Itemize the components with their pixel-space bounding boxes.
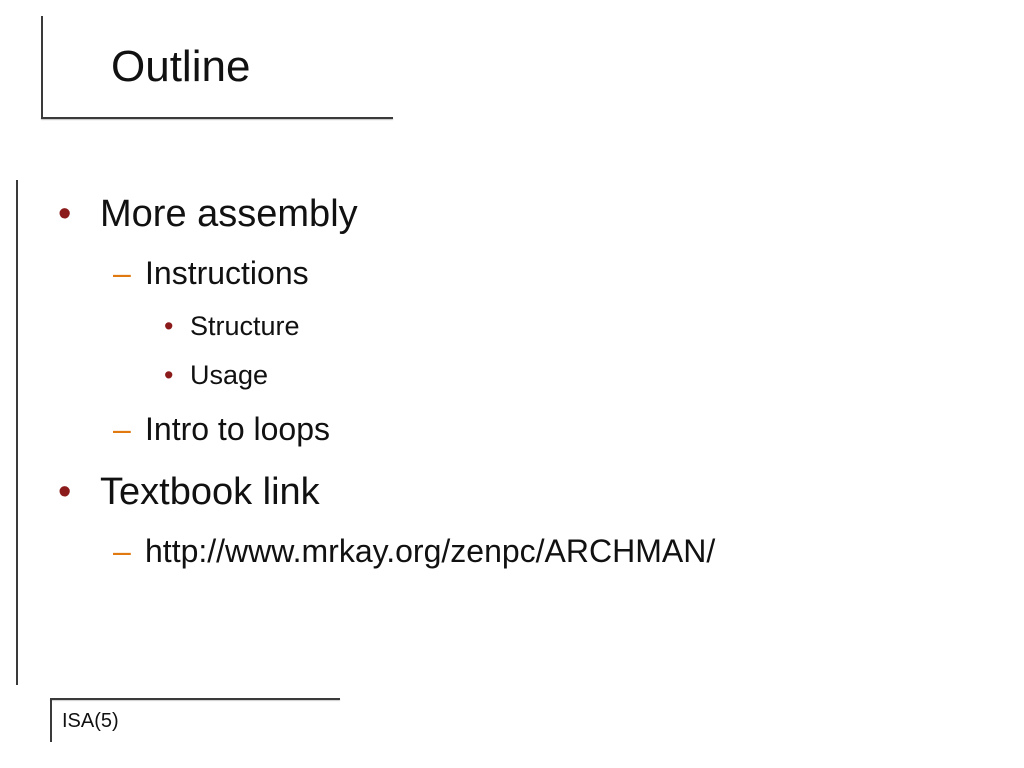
sub-bullet-text: Intro to loops [145,411,330,447]
sub-bullet-item [113,531,715,571]
bullet-item [58,468,320,516]
bullet-item [58,190,358,238]
dash-icon: – [113,255,131,291]
bullet-text: Textbook link [100,471,320,513]
slide-title: Outline [111,42,251,91]
bullet-dot-icon: • [58,193,72,235]
title-frame-horizontal-rule [41,117,393,119]
sub-sub-bullet-text: Structure [190,311,300,341]
textbook-url-link[interactable]: http://www.mrkay.org/zenpc/ARCHMAN/ [145,533,716,569]
sub-bullet-text: Instructions [145,255,309,291]
dash-icon: – [113,411,131,447]
sub-bullet-item [113,253,309,293]
sub-sub-bullet-text: Usage [190,360,269,390]
dash-icon: – [113,533,131,569]
footer-vertical-rule [50,698,52,742]
sub-sub-bullet-item [164,358,268,392]
footer-label: ISA(5) [62,710,119,732]
content-left-rule [16,180,18,685]
bullet-dot-icon: • [58,471,72,513]
bullet-dot-icon: • [164,311,174,341]
sub-bullet-item [113,409,330,449]
sub-sub-bullet-item [164,309,300,343]
bullet-dot-icon: • [164,360,174,390]
bullet-text: More assembly [100,193,358,235]
footer-horizontal-rule [50,698,340,700]
title-frame-vertical-rule [41,16,43,119]
